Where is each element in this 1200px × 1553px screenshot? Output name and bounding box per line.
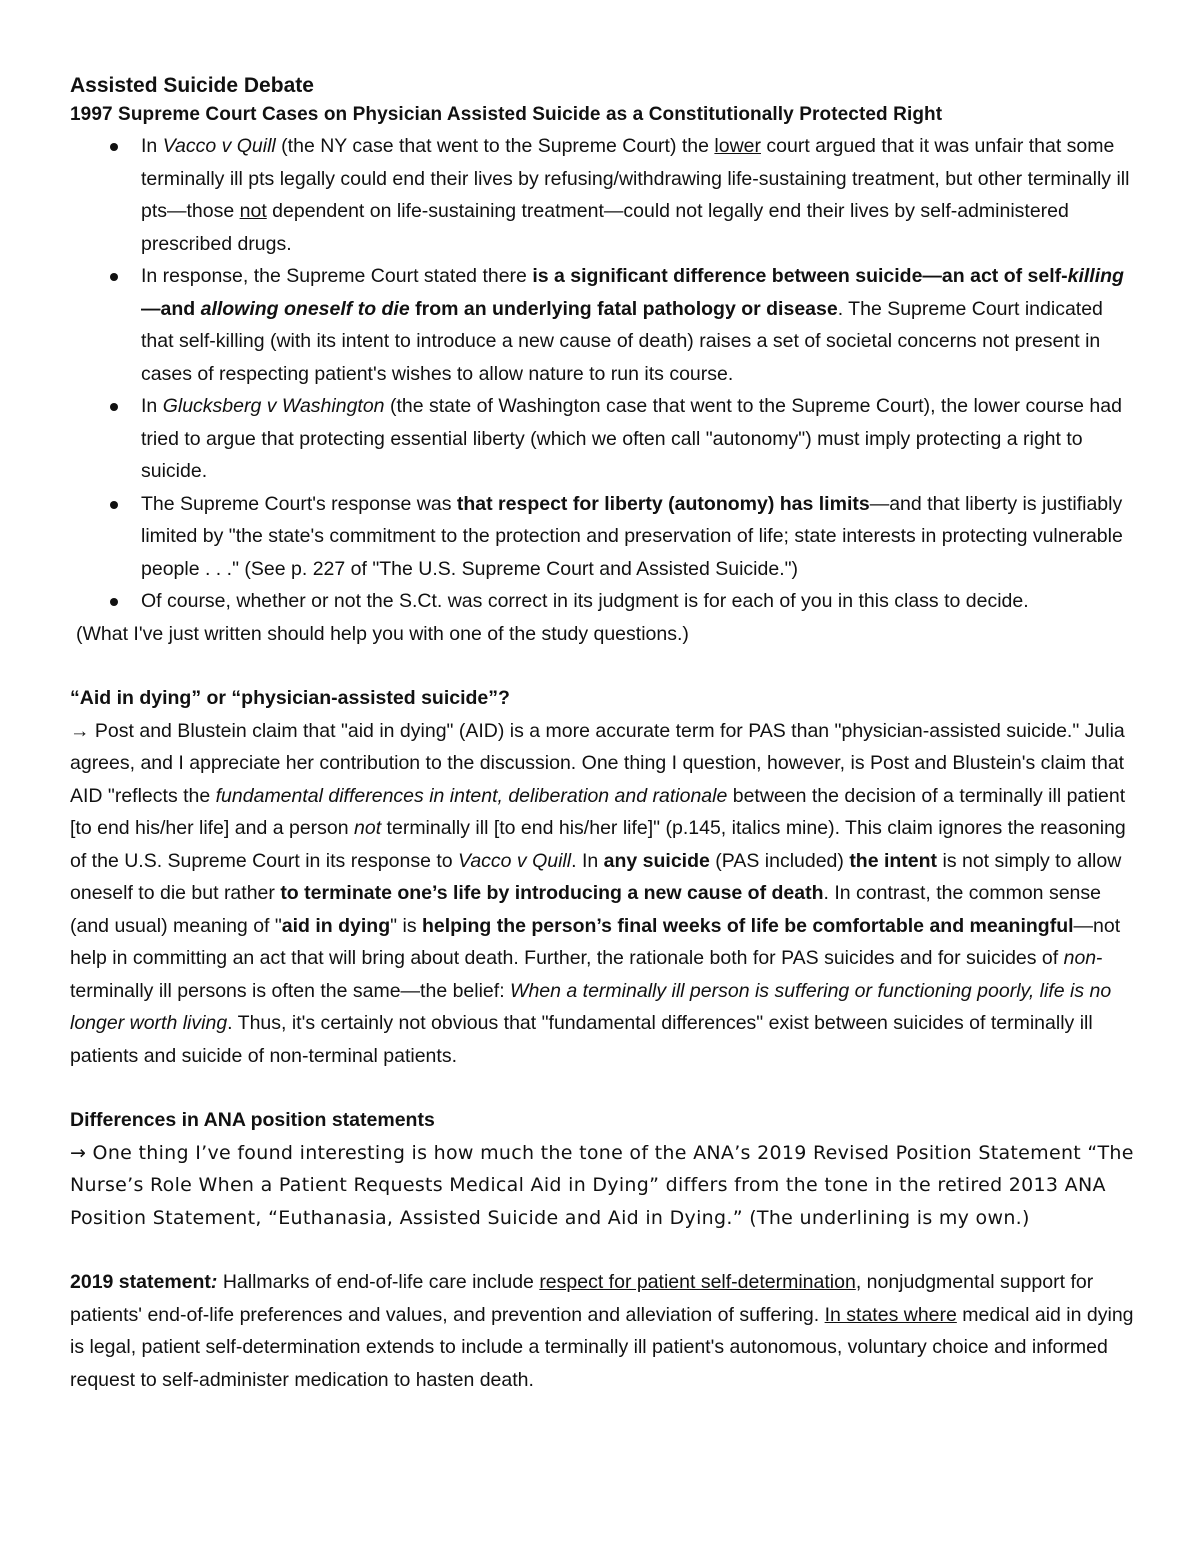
list-item: In Vacco v Quill (the NY case that went to the Supreme Court) the lower court argued that it was unfair that some terminally ill pts legally could end their lives by refusing/withdrawing life-sustaining treatment, but other terminally ill pts—those not dependent on life-sustaining treatment—could not legally end their lives by self-administered prescribed drugs. [70,130,1140,260]
bullet-icon [110,143,118,151]
bullet-icon [110,501,118,509]
list-item: Of course, whether or not the S.Ct. was correct in its judgment is for each of you in this class to decide. [70,585,1140,618]
ana-paragraph: → One thing I’ve found interesting is how much the tone of the ANA’s 2019 Revised Position Statement “The Nurse’s Role When a Patient Requests Medical Aid in Dying” differs from the tone in the retired 2013 ANA Position Statement, “Euthanasia, Assisted Suicide and Aid in Dying.” (The underlining is my own.) [70,1141,1134,1229]
document-page [70,72,1140,1396]
bullet-icon [110,273,118,281]
list-item: The Supreme Court's response was that respect for liberty (autonomy) has limits—and that liberty is justifiably limited by "the state's commitment to the protection and preservation of life; state interests in protecting vulnerable people . . ." (See p. 227 of "The U.S. Supreme Court and Assisted Suicide.") [70,488,1140,586]
bullet-list [70,130,1140,618]
bullet-icon [110,403,118,411]
bullet-icon [110,598,118,606]
study-note: (What I've just written should help you with one of the study questions.) [76,622,689,645]
section-subtitle: 1997 Supreme Court Cases on Physician Assisted Suicide as a Constitutionally Protected Right [70,104,943,125]
aid-paragraph: → Post and Blustein claim that "aid in dying" (AID) is a more accurate term for PAS than "physician-assisted suicide." Julia agrees, and I appreciate her contribution to the discussion. One thing I question, however, is Post and Blustein's claim that AID "reflects the fundamental differences in intent, deliberation and rationale between the decision of a terminally ill patient [to end his/her life] and a person not terminally ill [to end his/her life]" (p.145, italics mine). This claim ignores the reasoning of the U.S. Supreme Court in its response to Vacco v Quill. In any suicide (PAS included) the intent is not simply to allow oneself to die but rather to terminate one’s life by introducing a new cause of death. In contrast, the common sense (and usual) meaning of "aid in dying" is helping the person’s final weeks of life be comfortable and meaningful—not help in committing an act that will bring about death. Further, the rationale both for PAS suicides and for suicides of non-terminally ill persons is often the same—the belief: When a terminally ill person is suffering or functioning poorly, life is no longer worth living. Thus, it's certainly not obvious that "fundamental differences" exist between suicides of terminally ill patients and suicide of non-terminal patients. [70,719,1126,1067]
document-title: Assisted Suicide Debate [70,74,314,97]
aid-heading: “Aid in dying” or “physician-assisted suicide”? [70,687,510,709]
spacer [70,1072,1140,1104]
spacer [70,650,1140,682]
statement-2019-label: 2019 statement [70,1271,211,1293]
spacer [70,1234,1140,1266]
list-item: In Glucksberg v Washington (the state of Washington case that went to the Supreme Court), the lower course had tried to argue that protecting essential liberty (which we often call "autonomy") must imply protecting a right to suicide. [70,390,1140,488]
statement-2019-paragraph: 2019 statement: Hallmarks of end-of-life care include respect for patient self-determination, nonjudgmental support for patients' end-of-life preferences and values, and prevention and alleviation of suffering. In states where medical aid in dying is legal, patient self-determination extends to include a terminally ill patient's autonomous, voluntary choice and informed request to self-administer medication to hasten death. [70,1271,1134,1391]
ana-heading: Differences in ANA position statements [70,1109,435,1131]
list-item: In response, the Supreme Court stated there is a significant difference between suicide—an act of self-killing—and allowing oneself to die from an underlying fatal pathology or disease. The Supreme Court indicated that self-killing (with its intent to introduce a new cause of death) raises a set of societal concerns not present in cases of respecting patient's wishes to allow nature to run its course. [70,260,1140,390]
